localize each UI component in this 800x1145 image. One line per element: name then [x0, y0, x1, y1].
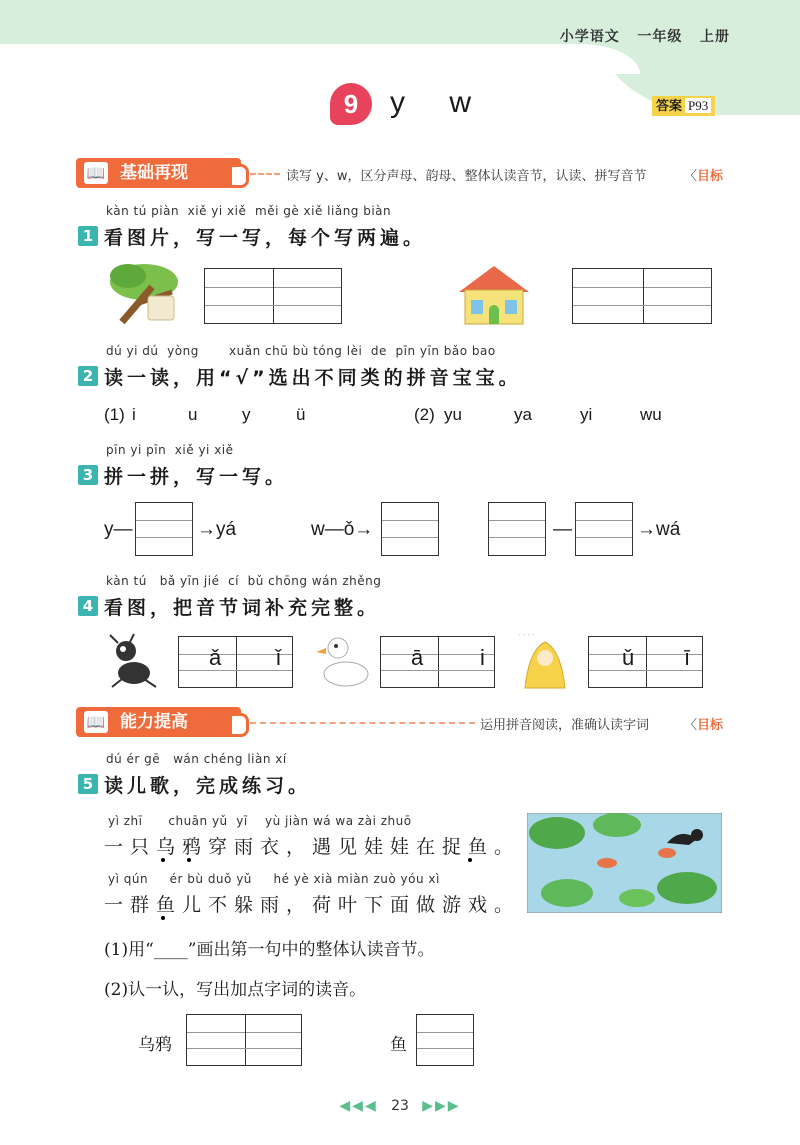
header-subject: 小学语文: [559, 29, 620, 45]
q1-number: 1: [78, 226, 98, 246]
section-goal-text: 运用拼音阅读，准确认读字词: [480, 718, 650, 733]
q5-instruction: 读儿歌，完成练习。: [104, 775, 312, 797]
emphasis-dot: [161, 858, 165, 862]
q5-write-grid-crow[interactable]: [186, 1014, 302, 1066]
q3-write-box-b[interactable]: [381, 502, 439, 556]
tree-clothes-picture: [102, 262, 180, 328]
q5-write-grid-fish[interactable]: [416, 1014, 474, 1066]
q4-vowel-a: ǎ: [209, 645, 222, 670]
section-banner-basic: [76, 158, 241, 188]
q3-b-left: w—ǒ→: [311, 519, 374, 540]
q2-option[interactable]: yi: [580, 405, 593, 424]
book-icon: 📖: [84, 162, 108, 184]
goal-dash-line: [250, 173, 280, 175]
goal-tag-label: 目标: [697, 169, 724, 184]
q4-vowel-b: ī: [684, 645, 691, 670]
q3-instruction: 拼一拼，写一写。: [104, 466, 289, 488]
poem-line2: 一群鱼儿不躲雨，荷叶下面做游戏。: [104, 894, 521, 916]
poem-line1: 一只乌鸦穿雨衣，遇见娃娃在捉鱼。: [104, 836, 521, 858]
emphasis-dot: [468, 858, 472, 862]
q4-vowel-b: ǐ: [276, 645, 281, 670]
q3-write-box-a[interactable]: [135, 502, 193, 556]
q2-option[interactable]: u: [188, 405, 198, 424]
header-white-shape: [0, 44, 640, 74]
write-grid-1[interactable]: [204, 268, 342, 324]
q3-write-box-c2[interactable]: [575, 502, 633, 556]
raincoat-picture: [515, 630, 575, 690]
q2-pinyin: dú yi dú yòng xuǎn chū bù tóng lèi de pīn yīn bǎo bao: [106, 344, 496, 358]
q1-pinyin: kàn tú piàn xiě yi xiě měi gè xiě liǎng biàn: [106, 204, 392, 218]
q4-number: 4: [78, 596, 98, 616]
ant-picture: [104, 633, 164, 689]
book-icon: 📖: [84, 711, 108, 733]
answer-label: 答案: [656, 99, 683, 114]
poem-line2-pinyin: yì qún ér bù duǒ yǔ hé yè xià miàn zuò yóu xì: [108, 872, 440, 886]
q2-group1-label: (1): [104, 405, 125, 424]
word-label-crow: 乌鸦: [138, 1035, 172, 1055]
q2-group2-label: (2): [414, 405, 435, 424]
q5-pinyin: dú ér gē wán chéng liàn xí: [106, 752, 287, 766]
q5-number: 5: [78, 774, 98, 794]
q2-option[interactable]: ü: [296, 405, 306, 424]
q3-a-left: y—: [104, 519, 133, 540]
q2-option[interactable]: ya: [514, 405, 532, 424]
q3-c-mid: —: [553, 519, 572, 540]
q4-write-grid-2[interactable]: [380, 636, 495, 688]
q3-pinyin: pīn yi pīn xiě yi xiě: [106, 443, 234, 457]
q2-instruction: 读一读，用“√”选出不同类的拼音宝宝。: [104, 367, 522, 389]
write-grid-2[interactable]: [572, 268, 712, 324]
duck-picture: [314, 630, 374, 690]
q3-a-right: →yá: [197, 519, 237, 540]
section-banner-advanced: [76, 707, 241, 737]
page-footer: [0, 1098, 800, 1114]
goal-tag: 〈目标: [684, 169, 724, 184]
pond-picture: [527, 813, 722, 913]
banner-end-decoration: [232, 713, 249, 737]
header-volume: 上册: [700, 29, 730, 45]
section-goal-text: 读写 y、w，区分声母、韵母、整体认读音节，认读、拼写音节: [286, 169, 647, 184]
poem-line1-pinyin: yì zhī chuān yǔ yī yù jiàn wá wa zài zhuō: [108, 814, 412, 828]
section-title: 能力提高: [120, 712, 188, 732]
q3-number: 3: [78, 465, 98, 485]
answer-page: P93: [685, 98, 711, 113]
q4-vowel-a: ā: [411, 645, 424, 670]
q2-option[interactable]: y: [242, 405, 251, 424]
word-label-fish: 鱼: [390, 1035, 407, 1055]
q4-pinyin: kàn tú bǎ yīn jié cí bǔ chōng wán zhěng: [106, 574, 382, 588]
q4-instruction: 看图，把音节词补充完整。: [104, 597, 381, 619]
q5-sub-question-2: (2)认一认，写出加点字词的读音。: [104, 980, 367, 1000]
q2-option[interactable]: wu: [640, 405, 662, 424]
house-picture: [455, 262, 533, 328]
q2-number: 2: [78, 366, 98, 386]
q5-sub-question-1: (1)用“____”画出第一句中的整体认读音节。: [104, 940, 435, 960]
goal-tag: 〈目标: [684, 718, 724, 733]
q4-vowel-b: i: [480, 645, 485, 670]
emphasis-dot: [161, 916, 165, 920]
emphasis-dot: [187, 858, 191, 862]
q3-c-right: →wá: [637, 519, 681, 540]
q1-instruction: 看图片，写一写，每个写两遍。: [104, 227, 427, 249]
q3-write-box-c1[interactable]: [488, 502, 546, 556]
q2-option[interactable]: yu: [444, 405, 462, 424]
goal-dash-line: [250, 722, 475, 724]
left-arrows-icon: ◀◀◀: [339, 1098, 378, 1114]
header-grade: 一年级: [637, 29, 683, 45]
banner-end-decoration: [232, 164, 249, 188]
q2-option[interactable]: i: [132, 405, 136, 424]
answer-reference[interactable]: [652, 96, 715, 116]
svg-text:′ ′ ′ ′: ′ ′ ′ ′: [519, 633, 534, 642]
right-arrows-icon: ▶▶▶: [422, 1098, 461, 1114]
header-book-info: [560, 26, 730, 46]
goal-tag-label: 目标: [697, 718, 724, 733]
lesson-title: y w: [390, 86, 489, 119]
q4-vowel-a: ǔ: [622, 645, 635, 670]
section-title: 基础再现: [120, 163, 188, 183]
lesson-number-badge: 9: [330, 83, 372, 125]
page-number: 23: [391, 1098, 409, 1114]
